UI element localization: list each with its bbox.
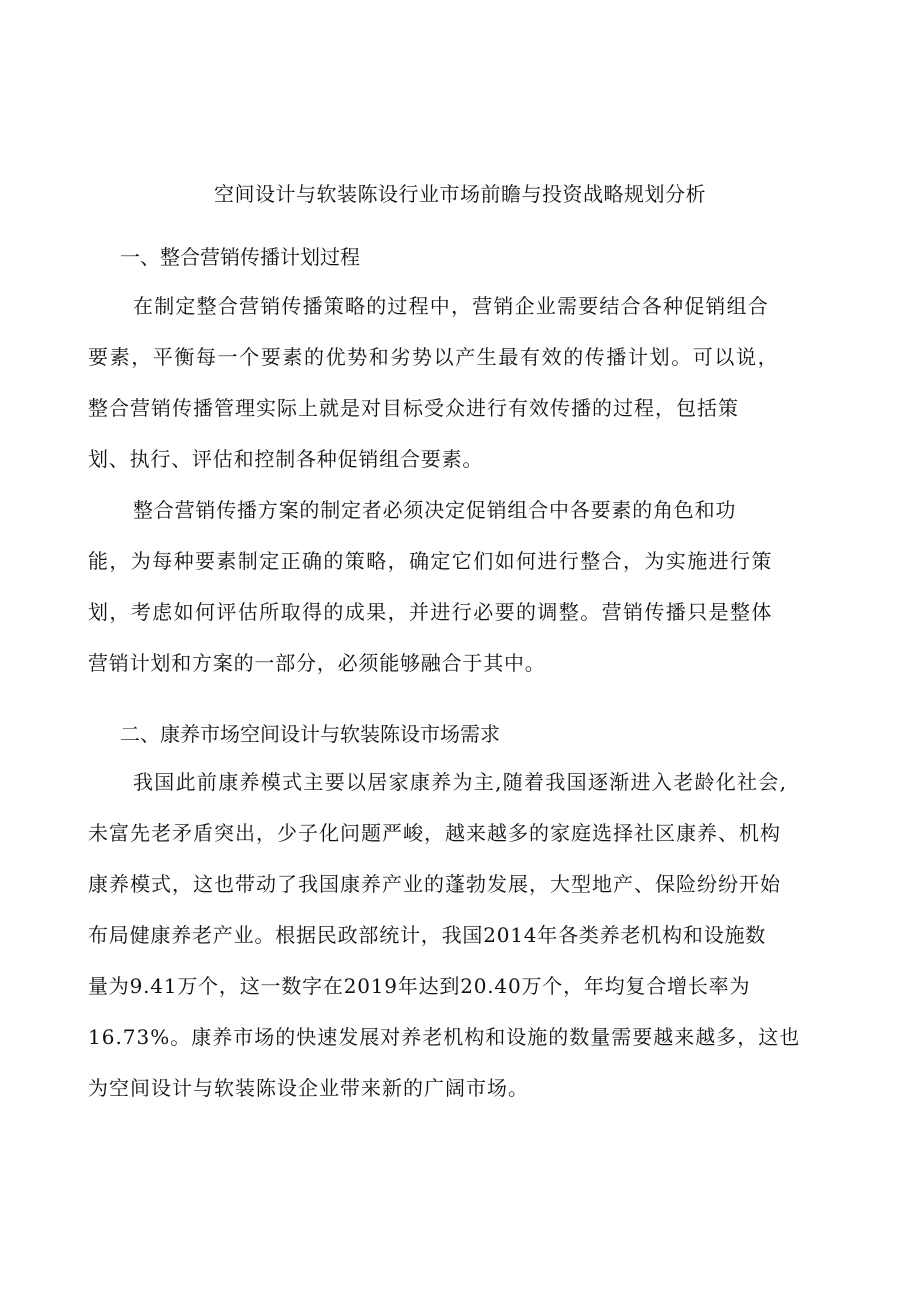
paragraph-line: 在制定整合营销传播策略的过程中，营销企业需要结合各种促销组合 — [133, 294, 769, 318]
paragraph-line: 康养模式，这也带动了我国康养产业的蓬勃发展，大型地产、保险纷纷开始 — [88, 872, 781, 896]
paragraph-line: 要素，平衡每一个要素的优势和劣势以产生最有效的传播计划。可以说， — [88, 345, 780, 369]
paragraph-line: 能，为每种要素制定正确的策略，确定它们如何进行整合，为实施进行策 — [88, 549, 773, 573]
section-heading-1: 一、整合营销传播计划过程 — [120, 245, 360, 269]
paragraph-line: 量为9.41万个，这一数字在2019年达到20.40万个，年均复合增长率为 — [88, 974, 751, 998]
paragraph-line: 未富先老矛盾突出，少子化问题严峻，越来越多的家庭选择社区康养、机构 — [88, 821, 781, 845]
document-title: 空间设计与软装陈设行业市场前瞻与投资战略规划分析 — [214, 182, 706, 206]
paragraph-line: 营销计划和方案的一部分，必须能够融合于其中。 — [88, 651, 546, 675]
paragraph-line: 整合营销传播方案的制定者必须决定促销组合中各要素的角色和功 — [133, 498, 737, 522]
paragraph-line: 我国此前康养模式主要以居家康养为主,随着我国逐渐进入老龄化社会, — [133, 770, 788, 794]
paragraph-line: 划，考虑如何评估所取得的成果，并进行必要的调整。营销传播只是整体 — [88, 600, 773, 624]
paragraph-line: 整合营销传播管理实际上就是对目标受众进行有效传播的过程，包括策 — [88, 396, 739, 420]
section-heading-2: 二、康养市场空间设计与软装陈设市场需求 — [120, 722, 500, 746]
paragraph-line: 16.73%。康养市场的快速发展对养老机构和设施的数量需要越来越多，这也 — [88, 1025, 801, 1049]
paragraph-line: 为空间设计与软装陈设企业带来新的广阔市场。 — [88, 1076, 529, 1100]
paragraph-line: 划、执行、评估和控制各种促销组合要素。 — [88, 447, 484, 471]
paragraph-line: 布局健康养老产业。根据民政部统计，我国2014年各类养老机构和设施数 — [88, 923, 767, 947]
